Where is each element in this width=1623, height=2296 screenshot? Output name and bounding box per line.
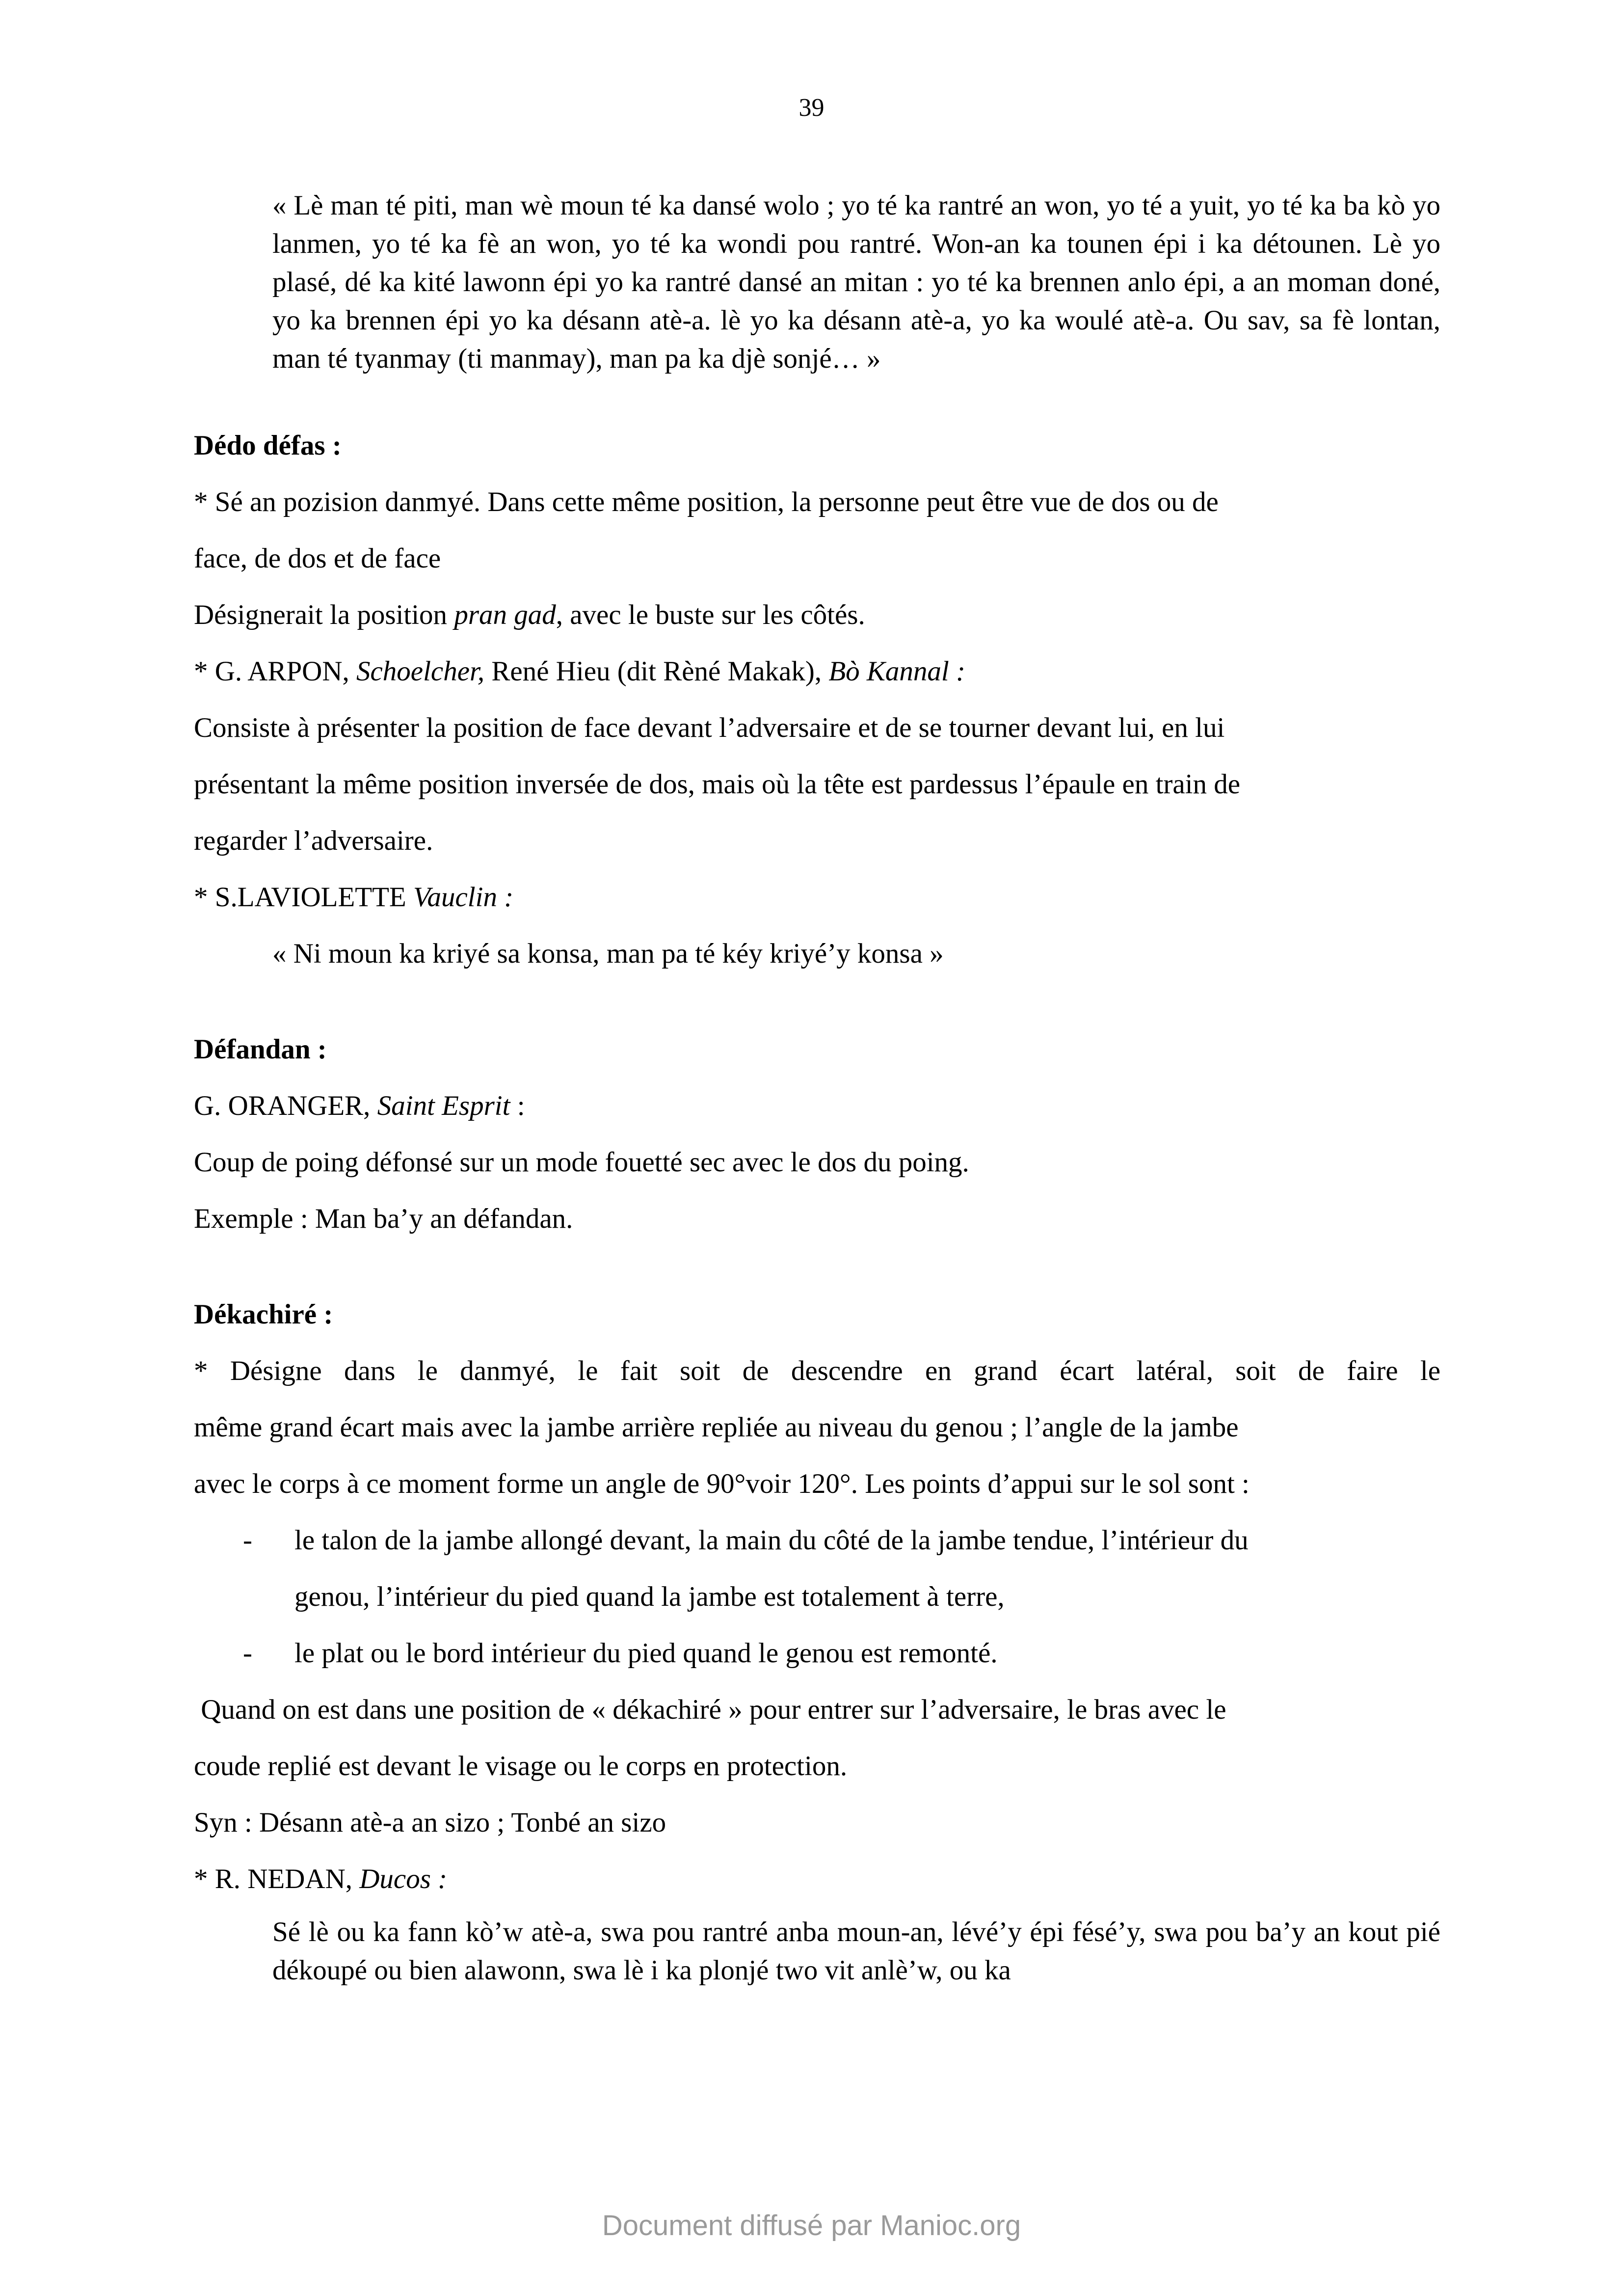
defandan-example: Exemple : Man ba’y an défandan. bbox=[194, 1203, 573, 1234]
intro-quote: « Lè man té piti, man wè moun té ka dansé wolo ; yo té ka rantré an won, yo té a yuit, yo té ka ba kò yo lanmen, yo té ka fè an won, yo té ka wondi pou rantré. Won-an ka tounen épi i ka détounen. Lè yo plasé, dé ka kité lawonn épi yo ka rantré dansé an mitan : yo té ka brennen anlo épi, a an moman doné, yo ka brennen épi yo ka désann atè-a. lè yo ka désann atè-a, yo ka woulé atè-a. Ou sav, sa fè lontan, man té tyanmay (ti manmay), man pa ka djè sonjé… » bbox=[272, 190, 1440, 374]
source-place: Vauclin : bbox=[413, 882, 514, 913]
defandan-source bbox=[194, 1078, 1440, 1134]
page-content bbox=[194, 187, 1440, 1990]
dekachire-quand-line-1: Quand on est dans une position de « dékachiré » pour entrer sur l’adversaire, le bras avec le bbox=[194, 1694, 1226, 1725]
list-item bbox=[194, 1512, 1440, 1625]
dekachire-source-nedan bbox=[194, 1851, 1440, 1907]
list-dash: - bbox=[243, 1525, 252, 1556]
source-place: Saint Esprit bbox=[377, 1090, 510, 1121]
dekachire-quand-line-2: coude replié est devant le visage ou le corps en protection. bbox=[194, 1751, 848, 1782]
source-colon: : bbox=[510, 1090, 525, 1121]
page-number: 39 bbox=[798, 94, 825, 122]
defandan-definition: Coup de poing défonsé sur un mode fouetté sec avec le dos du poing. bbox=[194, 1147, 969, 1178]
source-name: * R. NEDAN, bbox=[194, 1864, 360, 1894]
dedo-designation bbox=[194, 587, 1440, 643]
source-name: René Hieu (dit Rèné Makak), bbox=[484, 656, 829, 687]
source-place: Bò Kannal : bbox=[828, 656, 965, 687]
dedo-consiste-line-3: regarder l’adversaire. bbox=[194, 825, 433, 856]
dedo-consiste-line-2: présentant la même position inversée de dos, mais où la tête est pardessus l’épaule en train de bbox=[194, 769, 1241, 800]
source-name: G. ORANGER, bbox=[194, 1090, 377, 1121]
dedo-source-laviolette bbox=[194, 869, 1440, 925]
list-dash: - bbox=[243, 1638, 252, 1669]
list-item-line-1: le plat ou le bord intérieur du pied quand le genou est remonté. bbox=[294, 1638, 998, 1669]
dedo-consiste-line-1: Consiste à présenter la position de face devant l’adversaire et de se tourner devant lui, en lui bbox=[194, 712, 1225, 743]
dedo-definition-line-2: face, de dos et de face bbox=[194, 543, 441, 574]
list-item-line-2: genou, l’intérieur du pied quand la jambe est totalement à terre, bbox=[294, 1581, 1005, 1612]
list-item bbox=[194, 1625, 1440, 1681]
dedo-definition-line-1: * Sé an pozision danmyé. Dans cette même position, la personne peut être vue de dos ou de bbox=[194, 486, 1219, 517]
dekachire-synonyms: Syn : Désann atè-a an sizo ; Tonbé an sizo bbox=[194, 1807, 666, 1838]
heading-dekachire: Dékachiré : bbox=[194, 1299, 333, 1330]
dedo-quote: « Ni moun ka kriyé sa konsa, man pa té kéy kriyé’y konsa » bbox=[272, 938, 944, 969]
dedo-designation-post: , avec le buste sur les côtés. bbox=[556, 599, 865, 630]
dedo-source-arpon bbox=[194, 643, 1440, 700]
dedo-designation-pre: Désignerait la position bbox=[194, 599, 454, 630]
dekachire-quote: Sé lè ou ka fann kò’w atè-a, swa pou rantré anba moun-an, lévé’y épi fésé’y, swa pou ba’y an kout pié dékoupé ou bien alawonn, swa lè i ka plonjé two vit anlè’w, ou ka bbox=[272, 1917, 1440, 1986]
heading-defandan: Défandan : bbox=[194, 1034, 327, 1065]
footer-credit: Document diffusé par Manioc.org bbox=[602, 2210, 1021, 2242]
source-name: * G. ARPON, bbox=[194, 656, 356, 687]
dedo-designation-term: pran gad bbox=[454, 599, 556, 630]
dekachire-definition-line-2: même grand écart mais avec la jambe arrière repliée au niveau du genou ; l’angle de la jambe bbox=[194, 1412, 1239, 1443]
list-item-line-1: le talon de la jambe allongé devant, la main du côté de la jambe tendue, l’intérieur du bbox=[294, 1525, 1249, 1556]
dekachire-definition-line-3: avec le corps à ce moment forme un angle de 90°voir 120°. Les points d’appui sur le sol sont : bbox=[194, 1468, 1250, 1499]
source-place: Ducos : bbox=[359, 1864, 448, 1894]
dekachire-definition-line-1: * Désigne dans le danmyé, le fait soit de descendre en grand écart latéral, soit de faire le bbox=[194, 1355, 1440, 1386]
source-place: Schoelcher, bbox=[356, 656, 485, 687]
source-name: * S.LAVIOLETTE bbox=[194, 882, 413, 913]
heading-dedo-defas: Dédo défas : bbox=[194, 430, 342, 461]
